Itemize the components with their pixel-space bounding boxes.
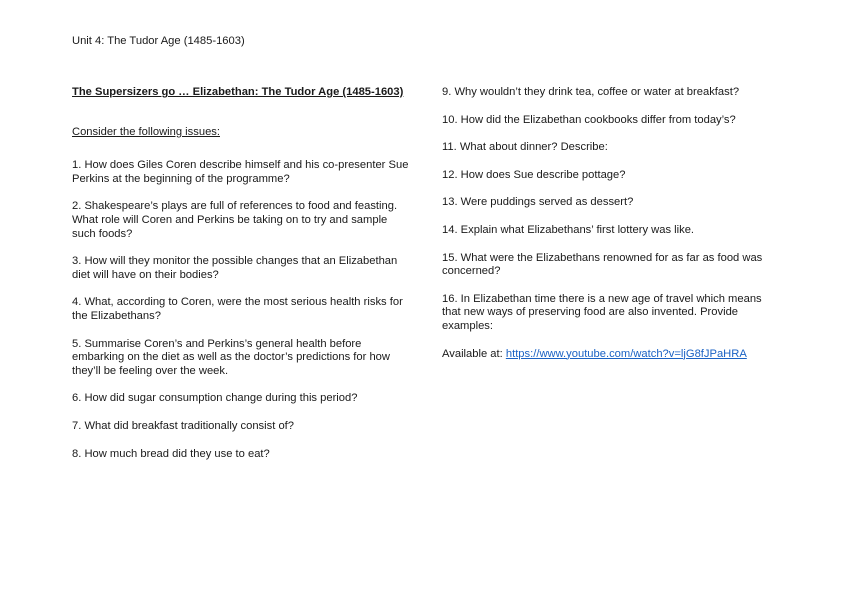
question-16: 16. In Elizabethan time there is a new age of travel which means that new ways of preserving food are also invented. Provide examples: <box>442 292 762 332</box>
unit-header: Unit 4: The Tudor Age (1485-1603) <box>72 35 245 47</box>
question-4: 4. What, according to Coren, were the most serious health risks for the Elizabethans? <box>72 296 403 322</box>
question-12: 12. How does Sue describe pottage? <box>442 168 626 181</box>
question-9: 9. Why wouldn’t they drink tea, coffee or water at breakfast? <box>442 86 740 98</box>
worksheet-title: The Supersizers go … Elizabethan: The Tudor Age (1485-1603) <box>72 86 404 98</box>
question-15: 15. What were the Elizabethans renowned for as far as food was concerned? <box>442 251 763 278</box>
question-6: 6. How did sugar consumption change during this period? <box>72 392 358 405</box>
question-14: 14. Explain what Elizabethans’ first lottery was like. <box>442 223 695 236</box>
available-label: Available at: <box>442 347 506 360</box>
instructions-subheading: Consider the following issues: <box>72 125 220 138</box>
question-10: 10. How did the Elizabethan cookbooks differ from today’s? <box>442 113 736 126</box>
question-13: 13. Were puddings served as dessert? <box>442 196 634 209</box>
left-column <box>72 86 412 475</box>
youtube-link[interactable]: https://www.youtube.com/watch?v=ljG8fJPaHRA <box>505 347 747 360</box>
question-8: 8. How much bread did they use to eat? <box>72 447 270 460</box>
available-at-line <box>442 348 782 362</box>
question-11: 11. What about dinner? Describe: <box>442 141 608 154</box>
right-column <box>442 86 782 361</box>
question-2: 2. Shakespeare’s plays are full of references to food and feasting. What role will Coren and Perkins be taking on to try and sample such foods? <box>72 200 398 240</box>
question-7: 7. What did breakfast traditionally consist of? <box>72 419 294 432</box>
question-3: 3. How will they monitor the possible changes that an Elizabethan diet will have on their bodies? <box>72 255 398 281</box>
question-5: 5. Summarise Coren’s and Perkins’s general health before embarking on the diet as well as the doctor’s predictions for how they’ll be feeling over the week. <box>72 337 390 377</box>
question-1: 1. How does Giles Coren describe himself and his co-presenter Sue Perkins at the beginning of the programme? <box>72 159 409 185</box>
